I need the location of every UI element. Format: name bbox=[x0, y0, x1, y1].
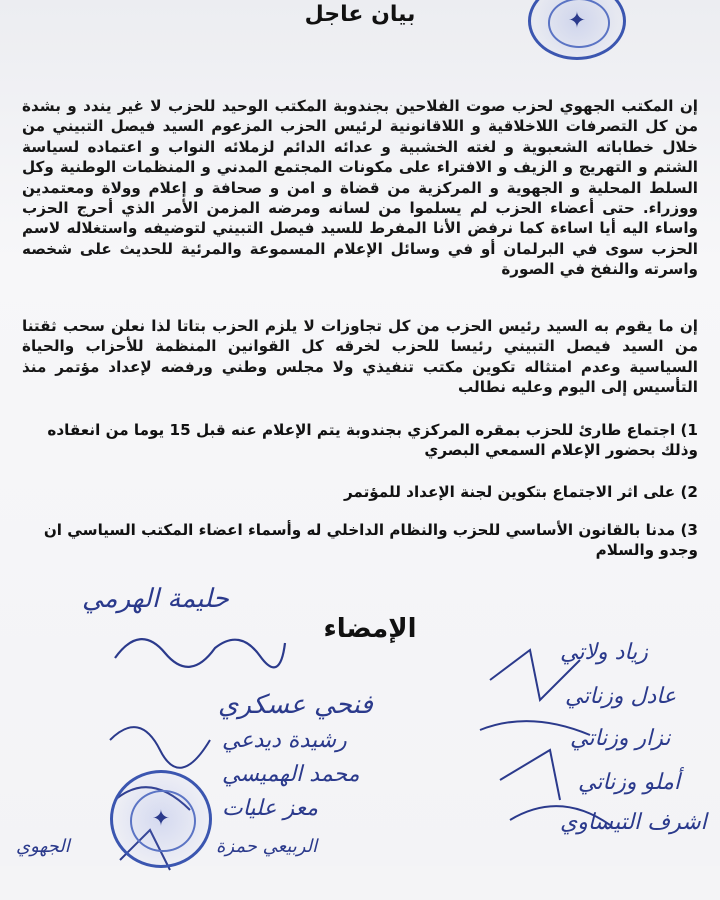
official-stamp-bottom bbox=[110, 770, 212, 868]
signature-12: الجهوي bbox=[16, 836, 70, 857]
signature-8: أملو وزناتي bbox=[578, 770, 681, 795]
signature-3: عادل وزناتي bbox=[565, 684, 677, 709]
eagle-emblem-icon: ✦ bbox=[567, 8, 587, 34]
signature-scribble-2 bbox=[470, 640, 670, 840]
signature-10: اشرف التيساوي bbox=[560, 810, 707, 835]
paragraph-1: إن المكتب الجهوي لحزب صوت الفلاحين بجندوبة المكتب الوحيد للحزب لا غير يندد و بشدة من كل التصرفات اللاخلاقية و اللاقانونية لرئيس الحزب المزعوم السيد فيصل التبيني من خلال خطاباته الشعبوية و لغته الخشبية و عدائه الدائم لزملائه النواب و اعتماده لسياسة الشتم و التهريج و الزيف و الافتراء على مكونات المجتمع المدني و المنظمات الوطنية وكل السلط المحلية و الجهوية و المركزية من قضاة و امن و صحافة و إعلام وولاة ومعتمدين ووزراء. حتى أعضاء الحزب لم يسلموا من لسانه ومرضه المزمن الأمر الذي أحرج الحزب واساء اليه أيا اساءة كما نرفض الأنا المفرط للسيد فيصل التبيني لتوضيفه واستغلاله لاسم الحزب سوى في البرلمان أو في وسائل الإعلام المسموعة والمرئية للحديث على شخصه واسرته والنفخ في الصورة bbox=[22, 97, 698, 279]
signature-11: الربيعي حمزة bbox=[216, 836, 318, 857]
signature-scribble-1 bbox=[110, 618, 290, 678]
signature-2: زياد ولاتي bbox=[560, 640, 648, 665]
demand-item-2: 2) على اثر الاجتماع بتكوين لجنة الإعداد للمؤتمر bbox=[343, 483, 698, 501]
demand-item-3: 3) مدنا بالقانون الأساسي للحزب والنظام الداخلي له وأسماء اعضاء المكتب السياسي ان وجدو والسلام bbox=[43, 521, 698, 560]
signature-4: فنحي عسكري bbox=[218, 690, 373, 720]
paragraph-2: إن ما يقوم به السيد رئيس الحزب من كل تجاوزات لا يلزم الحزب بتاتا لذا نعلن سحب ثقتنا من السيد فيصل التبيني رئيسا للحزب لخرقه كل القوانين المنظمة للأحزاب والحياة السياسية وعدم امتثاله تكوين مكتب تنفيذي ولا مجلس وطني ورفضه لإعداد مؤتمر منذ التأسيس إلى اليوم وعليه نطالب bbox=[22, 317, 698, 397]
eagle-emblem-icon: ✦ bbox=[151, 806, 171, 832]
demand-item-1: 1) اجتماع طارئ للحزب بمقره المركزي بجندوبة يتم الإعلام عنه قبل 15 يوما من انعقاده وذلك بحضور الإعلام السمعي البصري bbox=[47, 421, 698, 460]
signature-1: حليمة الهرمي bbox=[82, 584, 229, 614]
signature-7: محمد الهميسي bbox=[222, 762, 360, 787]
signature-6: رشيدة ديدعي bbox=[222, 728, 347, 753]
signature-9: معز عليات bbox=[222, 796, 318, 821]
signature-5: نزار وزناتي bbox=[570, 726, 671, 751]
signatures-heading: الإمضاء bbox=[323, 614, 417, 644]
statement-title: بيان عاجل bbox=[304, 2, 416, 27]
